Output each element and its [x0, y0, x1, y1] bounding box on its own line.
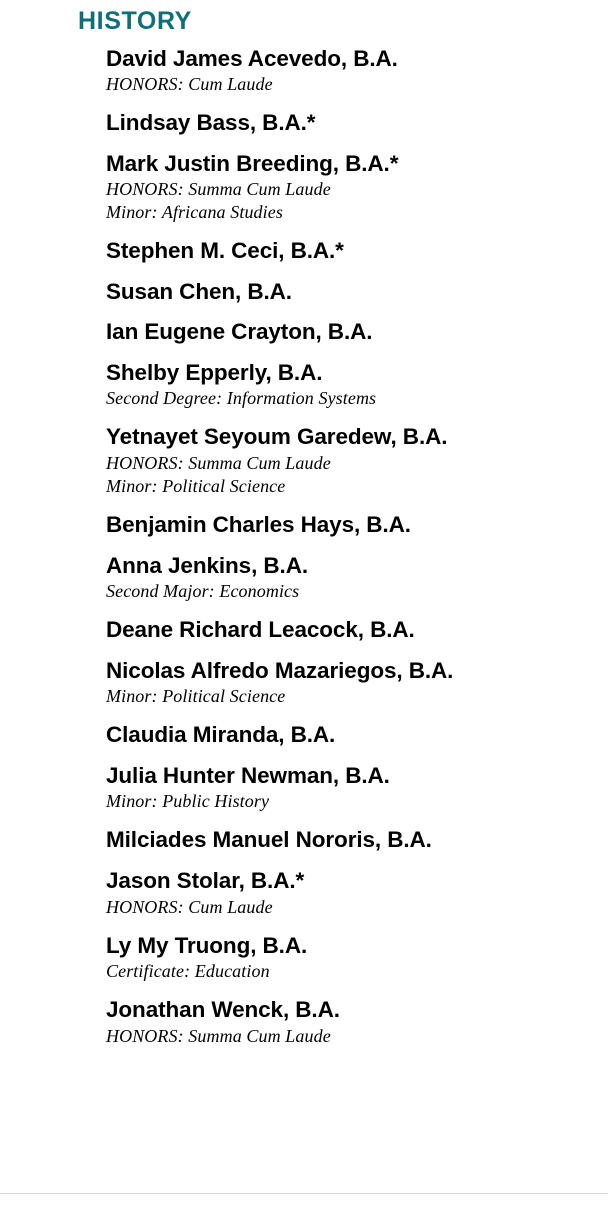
graduate-name: Julia Hunter Newman, B.A.: [106, 762, 390, 788]
list-item: [106, 319, 608, 346]
graduate-notes: [106, 178, 608, 224]
graduate-notes: [106, 73, 608, 96]
graduate-note: Second Degree: Information Systems: [106, 388, 377, 409]
graduate-note: Minor: Public History: [106, 791, 270, 812]
graduate-name: Susan Chen, B.A.: [106, 278, 292, 304]
list-item: [106, 763, 608, 814]
list-item: [106, 512, 608, 539]
graduate-name: Deane Richard Leacock, B.A.: [106, 617, 415, 643]
graduate-notes: [106, 960, 608, 983]
graduate-note: HONORS: Summa Cum Laude: [106, 179, 331, 200]
list-item: [106, 424, 608, 498]
list-item: [106, 617, 608, 644]
graduate-note: HONORS: Summa Cum Laude: [106, 453, 331, 473]
graduate-name: Benjamin Charles Hays, B.A.: [106, 512, 411, 538]
graduate-name: Ian Eugene Crayton, B.A.: [106, 319, 373, 345]
graduate-notes: [106, 790, 608, 813]
graduate-name: Shelby Epperly, B.A.: [106, 359, 323, 385]
graduate-name: Ly My Truong, B.A.: [106, 932, 308, 958]
list-item: [106, 110, 608, 137]
list-item: [106, 658, 608, 709]
graduate-notes: [106, 387, 608, 410]
graduate-notes: [106, 1025, 608, 1048]
graduate-note: Second Major: Economics: [106, 581, 300, 602]
list-item: [106, 151, 608, 225]
graduate-name: Yetnayet Seyoum Garedew, B.A.: [106, 424, 448, 450]
graduate-list: [0, 46, 608, 1048]
graduate-note: HONORS: Cum Laude: [106, 896, 273, 917]
list-item: [106, 360, 608, 411]
graduate-name: Jason Stolar, B.A.*: [106, 867, 305, 893]
footer-divider: [0, 1193, 608, 1194]
graduate-note: HONORS: Summa Cum Laude: [106, 1025, 331, 1046]
graduate-notes: [106, 452, 608, 498]
graduate-name: David James Acevedo, B.A.: [106, 45, 398, 71]
graduate-name: Anna Jenkins, B.A.: [106, 552, 308, 578]
graduate-note: Minor: Political Science: [106, 476, 286, 497]
graduate-name: Jonathan Wenck, B.A.: [106, 997, 340, 1023]
list-item: [106, 553, 608, 604]
graduate-name: Mark Justin Breeding, B.A.*: [106, 150, 399, 176]
graduate-note: HONORS: Cum Laude: [106, 74, 273, 95]
graduate-note: Minor: Political Science: [106, 686, 286, 707]
list-item: [106, 933, 608, 984]
list-item: [106, 868, 608, 919]
list-item: [106, 46, 608, 97]
list-item: [106, 722, 608, 749]
graduate-note: Minor: Africana Studies: [106, 202, 283, 223]
graduate-note: Certificate: Education: [106, 961, 270, 982]
graduate-notes: [106, 580, 608, 603]
list-item: [106, 997, 608, 1048]
list-item: [106, 827, 608, 854]
graduate-name: Lindsay Bass, B.A.*: [106, 110, 316, 136]
graduate-notes: [106, 685, 608, 708]
graduate-name: Nicolas Alfredo Mazariegos, B.A.: [106, 657, 454, 683]
graduate-notes: [106, 896, 608, 919]
list-item: [106, 238, 608, 265]
page-title: HISTORY: [78, 7, 192, 35]
graduate-name: Milciades Manuel Nororis, B.A.: [106, 827, 432, 853]
list-item: [106, 279, 608, 306]
graduate-name: Stephen M. Ceci, B.A.*: [106, 238, 344, 264]
graduate-name: Claudia Miranda, B.A.: [106, 722, 336, 748]
